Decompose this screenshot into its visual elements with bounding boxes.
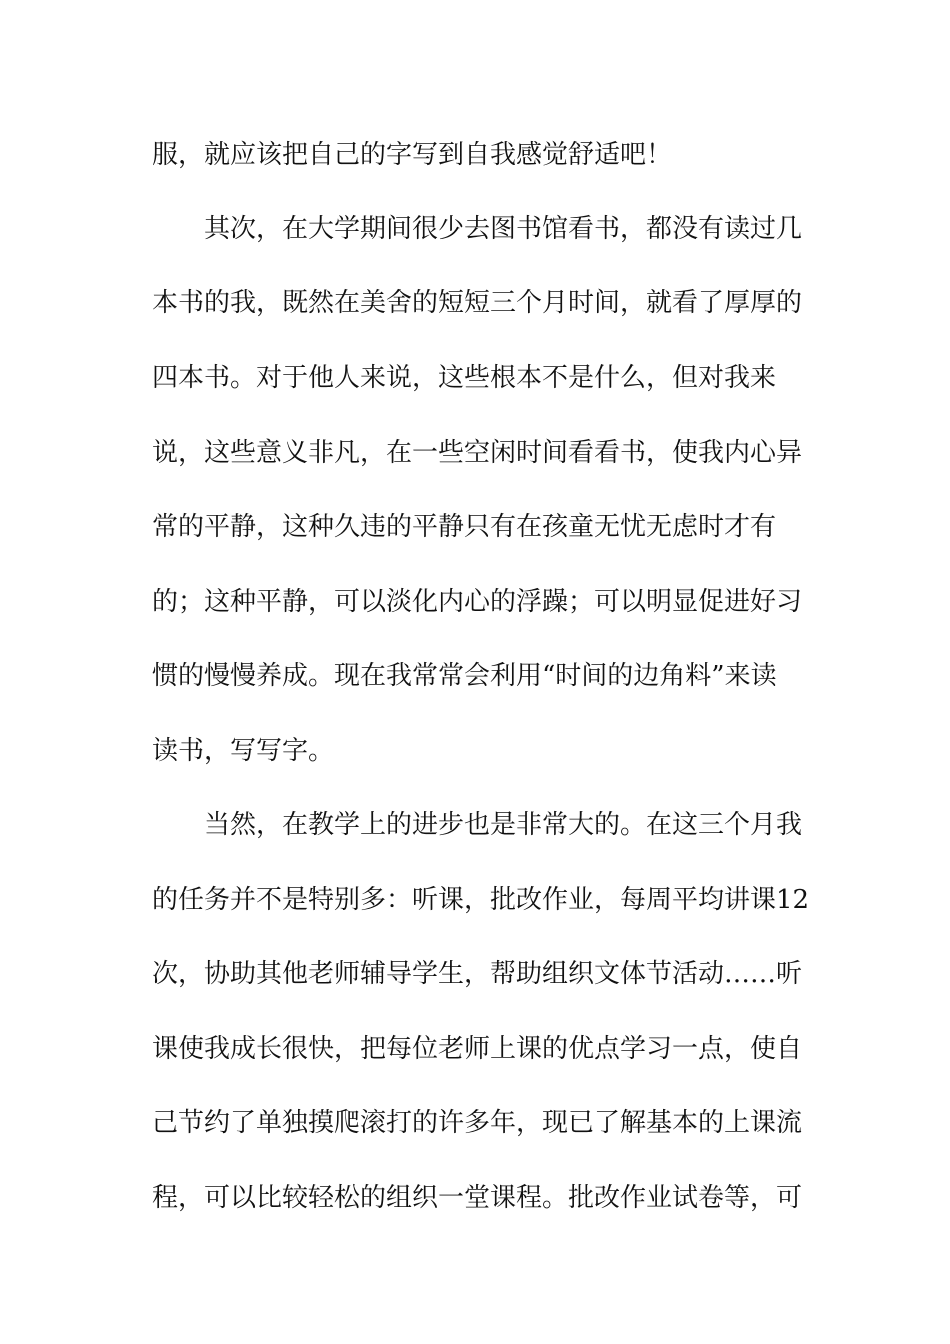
text-line: 读书，写写字。: [152, 736, 335, 766]
text-line: 本书的我，既然在美舍的短短三个月时间，就看了厚厚的: [152, 288, 803, 318]
text-line: 常的平静，这种久违的平静只有在孩童无忧无虑时才有: [152, 512, 777, 542]
text-line: 说，这些意义非凡，在一些空闲时间看看书，使我内心异: [152, 438, 803, 468]
paragraph-start-line: 当然，在教学上的进步也是非常大的。在这三个月我: [204, 810, 803, 840]
text-line: 的任务并不是特别多：听课，批改作业，每周平均讲课12: [152, 885, 810, 915]
paragraph-start-line: 其次，在大学期间很少去图书馆看书，都没有读过几: [204, 214, 803, 244]
text-line: 己节约了单独摸爬滚打的许多年，现已了解基本的上课流: [152, 1108, 803, 1138]
text-line: 程，可以比较轻松的组织一堂课程。批改作业试卷等，可: [152, 1183, 803, 1213]
text-line: 服，就应该把自己的字写到自我感觉舒适吧！: [152, 140, 673, 170]
text-line: 的；这种平静，可以淡化内心的浮躁；可以明显促进好习: [152, 587, 803, 617]
text-line: 四本书。对于他人来说，这些根本不是什么，但对我来: [152, 363, 777, 393]
text-line: 惯的慢慢养成。现在我常常会利用“时间的边角料”来读: [152, 661, 777, 691]
text-line: 次，协助其他老师辅导学生，帮助组织文体节活动……听: [152, 959, 803, 989]
text-line: 课使我成长很快，把每位老师上课的优点学习一点，使自: [152, 1034, 803, 1064]
